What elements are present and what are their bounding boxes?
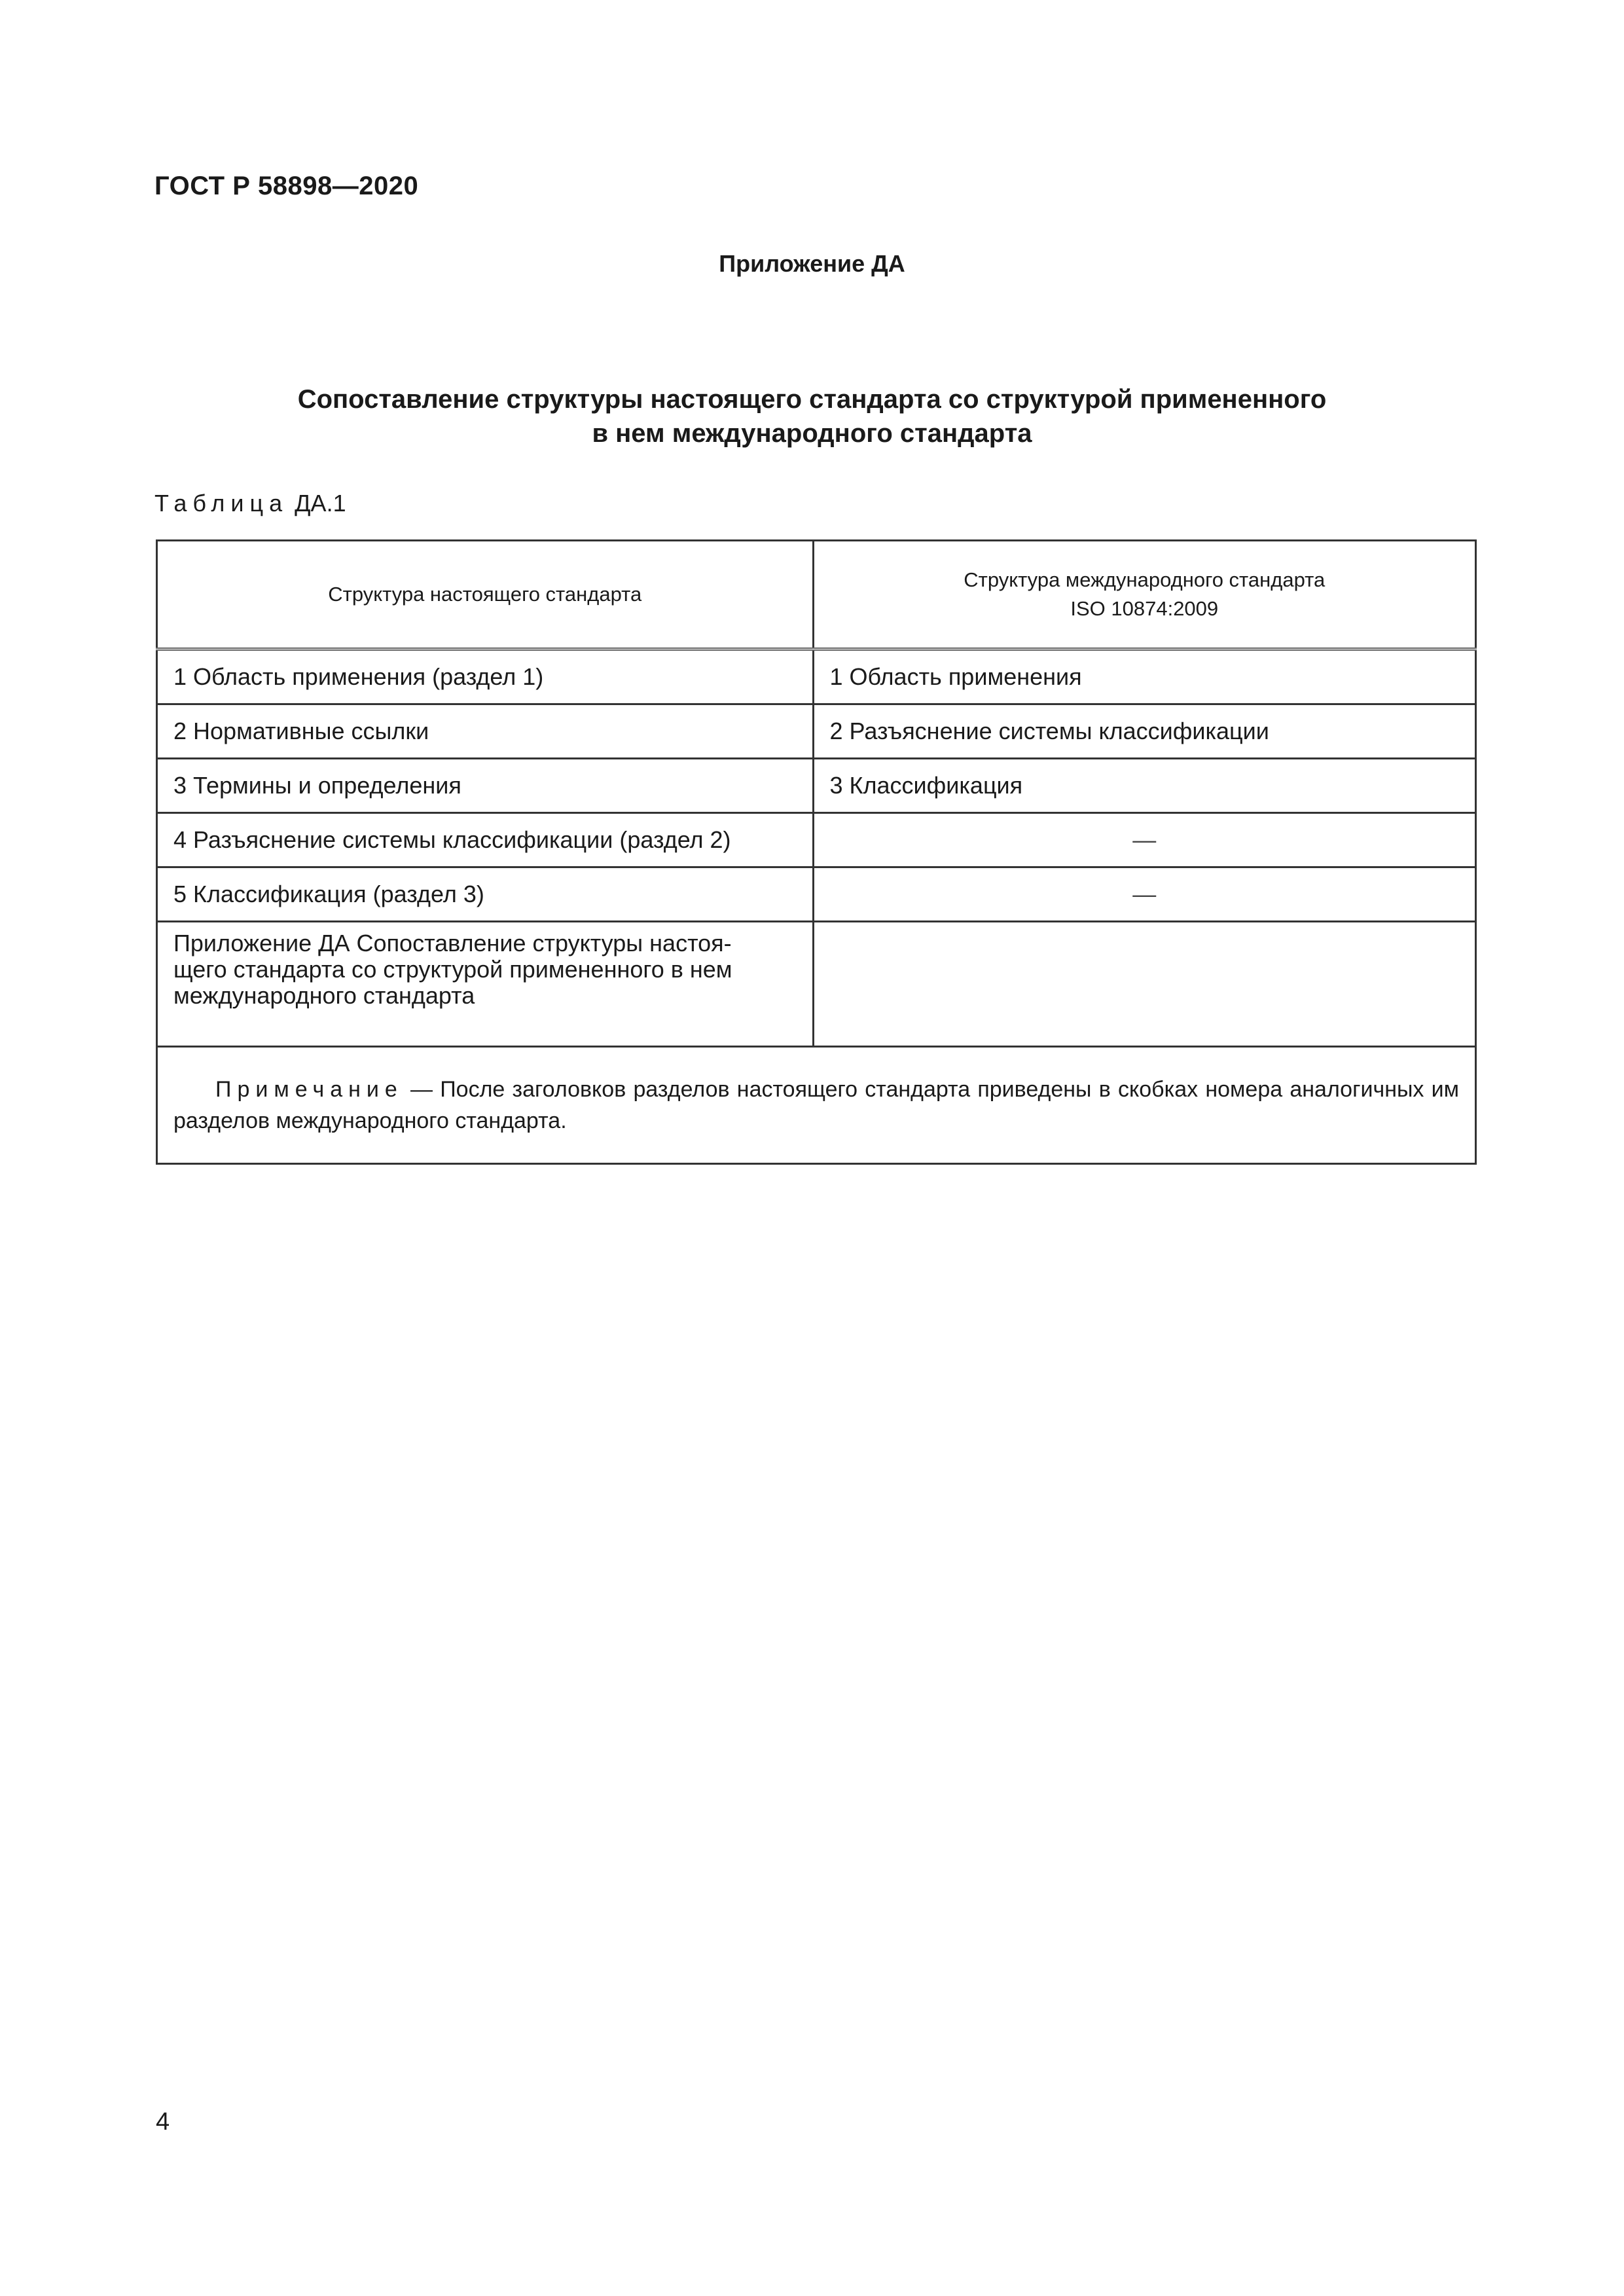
table-cell-national: 5 Классификация (раздел 3) [157,867,814,922]
table-cell-national: 1 Область применения (раздел 1) [157,649,814,704]
table-note-row [157,1047,1476,1164]
table-cell-international: 1 Область применения [813,649,1475,704]
table-row [157,759,1476,813]
table-cell-national: 3 Термины и определения [157,759,814,813]
column-header-national [157,541,814,649]
table-cell-international-dash: — [813,867,1475,922]
column-header-international [813,541,1475,649]
page-number: 4 [156,2108,170,2136]
table-caption-word: Таблица [154,490,289,517]
column-header-national-text: Структура настоящего стандарта [328,583,642,606]
table-note [157,1047,1476,1164]
table-cell-national: 2 Нормативные ссылки [157,704,814,759]
appendix-label: Приложение ДА [719,250,905,277]
table-cell-international: 2 Разъяснение системы классификации [813,704,1475,759]
document-code: ГОСТ Р 58898—2020 [154,172,419,200]
table-row [157,813,1476,867]
table-cell-national: 4 Разъяснение системы классификации (раздел 2) [157,813,814,867]
table-note-label: Примечание [215,1077,403,1102]
table-header-row [157,541,1476,649]
table-cell-national-line-1: Приложение ДА Сопоставление структуры настоя- [173,930,732,957]
table-caption [154,490,346,517]
table-cell-national-line-2: щего стандарта со структурой примененного в нем [173,956,732,983]
table-cell-national-line-3: международного стандарта [173,982,475,1009]
table-cell-international-dash: — [813,813,1475,867]
comparison-table [156,539,1477,1165]
column-header-international-standard: ISO 10874:2009 [1070,597,1219,620]
table-row [157,867,1476,922]
column-header-international-text: Структура международного стандарта [964,568,1326,591]
table-row [157,922,1476,1047]
table-note-text: — После заголовков разделов настоящего стандарта приведены в скобках номера аналогичных им разделов международного стандарта. [173,1077,1459,1133]
appendix-title [196,382,1428,450]
table-row [157,649,1476,704]
table-cell-national [157,922,814,1047]
appendix-title-line-2: в нем международного стандарта [592,419,1032,448]
table-caption-number: ДА.1 [295,490,346,517]
table-cell-international: 3 Классификация [813,759,1475,813]
table-cell-international [813,922,1475,1047]
table-row [157,704,1476,759]
appendix-title-line-1: Сопоставление структуры настоящего стандарта со структурой примененного [297,385,1327,414]
